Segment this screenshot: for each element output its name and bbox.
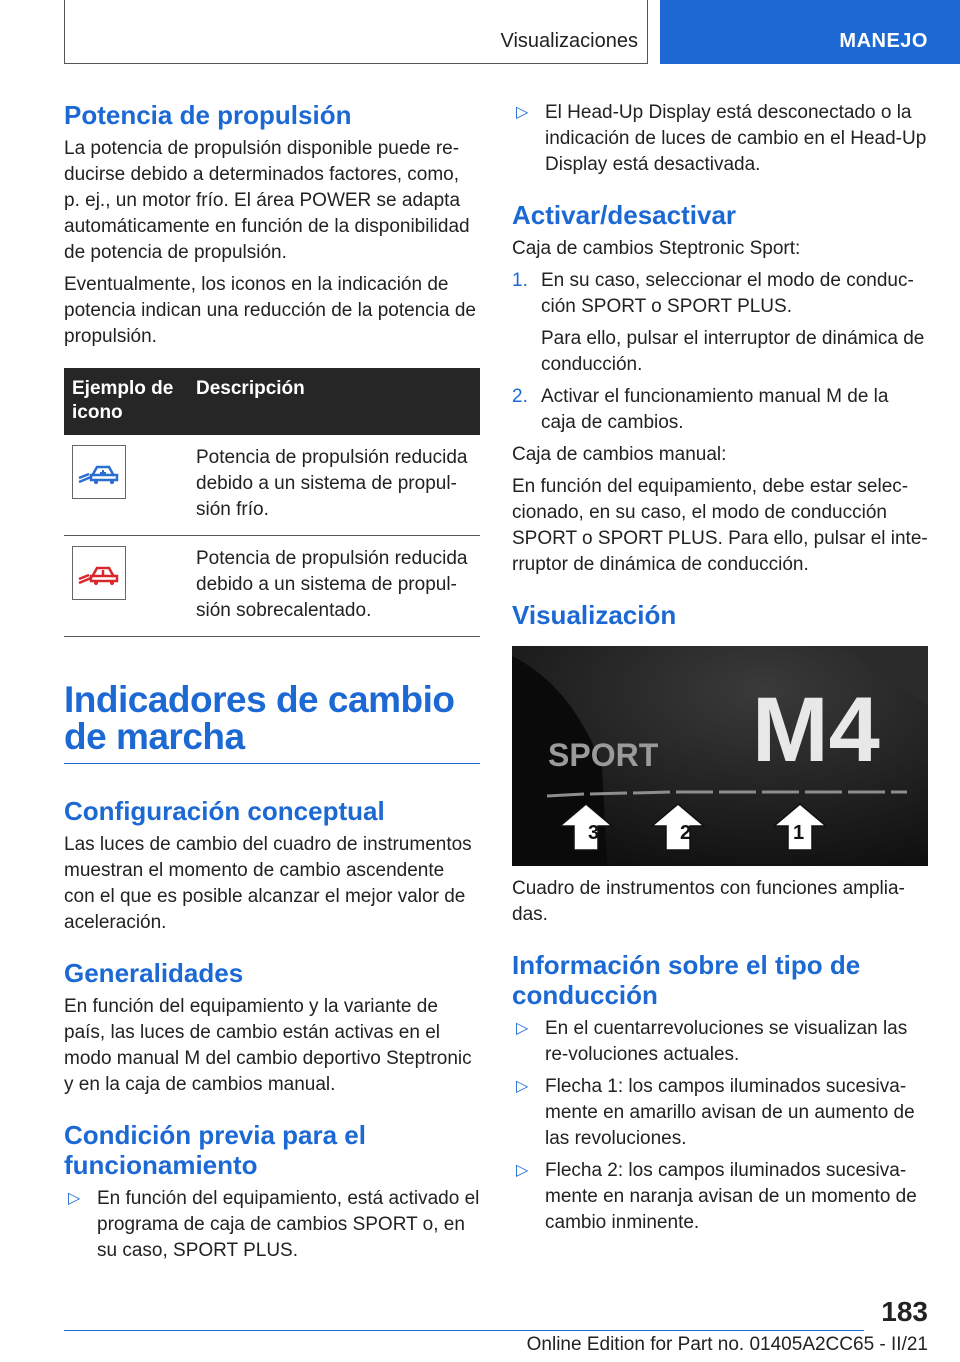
heading-potencia: Potencia de propulsión [64, 100, 352, 130]
table-header-description: Descripción [188, 368, 480, 435]
list-item: 1. En su caso, seleccionar el modo de conduc-ción SPORT o SPORT PLUS. [512, 268, 928, 320]
image-caption: Cuadro de instrumentos con funciones amplia-das. [512, 878, 905, 925]
triangle-bullet-icon: ▷ [68, 1190, 81, 1207]
list-item: ▷ En función del equipamiento, está activado el programa de caja de cambios SPORT o, en su caso, SPORT PLUS. [64, 1186, 480, 1264]
header-section-title: Visualizaciones [500, 30, 638, 52]
sport-mode-label: SPORT [548, 737, 659, 773]
chapter-label: MANEJO [839, 30, 928, 52]
step-number: 2. [512, 386, 528, 407]
paragraph: Eventualmente, los iconos en la indicación de potencia indican una reducción de la potencia de propulsión. [64, 274, 476, 347]
table-cell-description: Potencia de propulsión reducida debido a un sistema de propul-sión sobrecalentado. [188, 536, 480, 637]
list-item: ▷ El Head-Up Display está desconectado o la indicación de luces de cambio en el Head-Up Display está desactivada. [512, 100, 928, 178]
left-column [64, 100, 480, 1270]
icon-table [64, 368, 480, 637]
paragraph: En función del equipamiento y la variante de país, las luces de cambio están activas en el modo manual M del cambio deportivo Steptronic y en la caja de cambios manual. [64, 996, 472, 1095]
paragraph: Para ello, pulsar el interruptor de dinámica de conducción. [541, 328, 925, 375]
heading-condicion: Condición previa para el funcionamiento [64, 1120, 366, 1180]
list-item: 2. Activar el funcionamiento manual M de la caja de cambios. [512, 384, 928, 436]
paragraph: Las luces de cambio del cuadro de instrumentos muestran el momento de cambio ascendente con el que es posible alcanzar el mejor valor de aceleración. [64, 834, 472, 933]
list-item: ▷ En el cuentarrevoluciones se visualizan las re-voluciones actuales. [512, 1016, 928, 1068]
step-number: 1. [512, 270, 528, 291]
paragraph: Caja de cambios Steptronic Sport: [512, 238, 801, 259]
table-row [64, 536, 480, 637]
paragraph: En función del equipamiento, debe estar selec-cionado, en su caso, el modo de conducción SPORT o SPORT PLUS. Para ello, pulsar el inte-rruptor de dinámica de conducción. [512, 476, 928, 575]
heading-visualizacion: Visualización [512, 600, 677, 630]
triangle-bullet-icon: ▷ [516, 1020, 529, 1037]
triangle-bullet-icon: ▷ [516, 1078, 529, 1095]
list-item: ▷ Flecha 1: los campos iluminados sucesiva-mente en amarillo avisan de un aumento de las revoluciones. [512, 1074, 928, 1152]
heading-activar: Activar/desactivar [512, 200, 737, 230]
list-item: ▷ Flecha 2: los campos iluminados sucesiva-mente en naranja avisan de un momento de cambio inminente. [512, 1158, 928, 1236]
paragraph: Caja de cambios manual: [512, 444, 727, 465]
overheated-engine-reduced-power-icon [72, 546, 126, 600]
heading-configuracion: Configuración conceptual [64, 796, 385, 826]
instrument-cluster-image [512, 646, 928, 866]
cold-engine-reduced-power-icon [72, 445, 126, 499]
header-chapter-tab [660, 0, 960, 64]
arrow-label: 3 [588, 822, 600, 844]
gear-indicator: M4 [752, 679, 880, 781]
heading-indicadores: Indicadores de cambio de marcha [64, 681, 480, 764]
right-column [512, 100, 928, 1242]
heading-generalidades: Generalidades [64, 958, 244, 988]
triangle-bullet-icon: ▷ [516, 104, 529, 121]
footer-divider [64, 1330, 864, 1331]
page-number: 183 [881, 1296, 928, 1327]
triangle-bullet-icon: ▷ [516, 1162, 529, 1179]
arrow-label: 1 [793, 822, 805, 844]
table-header-icon: Ejemplo de icono [64, 368, 188, 435]
table-row [64, 435, 480, 536]
arrow-label: 2 [680, 822, 692, 844]
footer-edition: Online Edition for Part no. 01405A2CC65 - II/21 [526, 1334, 928, 1355]
heading-informacion: Información sobre el tipo de conducción [512, 950, 861, 1010]
table-cell-description: Potencia de propulsión reducida debido a un sistema de propul-sión frío. [188, 435, 480, 536]
paragraph: La potencia de propulsión disponible puede re-ducirse debido a determinados factores, como, p. ej., un motor frío. El área POWER se adapta automáticamente en función de la disponibilidad de potencia de propulsión. [64, 138, 470, 263]
